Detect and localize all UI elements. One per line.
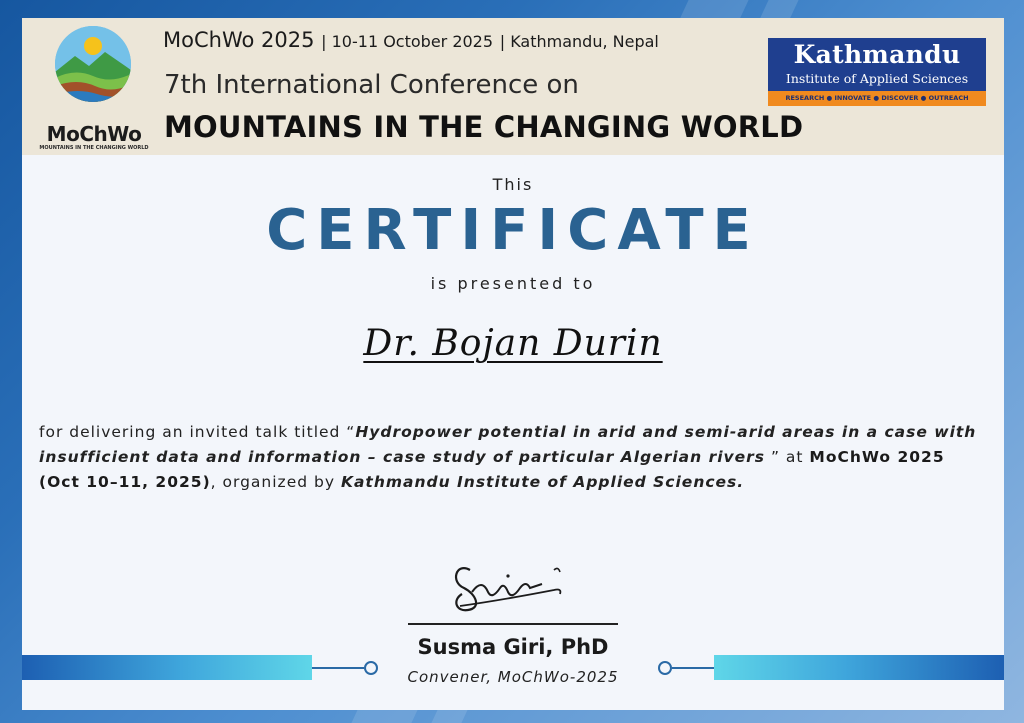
logo-wordmark: MoChWo [46,122,142,146]
desc-mid: ” at [765,448,810,466]
connector-line-right [672,667,714,669]
talk-title: Hydropower potential in arid and semi-arid areas in a case with insufficient data and information – case study of particular Algerian rivers [39,423,977,466]
signature-line [408,623,618,625]
signature-image [442,548,582,618]
institute-name: Kathmandu [793,40,961,69]
desc-prefix: for delivering an invited talk titled “ [39,423,356,441]
mountain-logo-icon [55,26,131,102]
institute-tagline: RESEARCH ● INNOVATE ● DISCOVER ● OUTREACH [768,91,986,106]
certificate-card [22,18,1004,710]
certificate-intro: This [492,175,534,194]
certificate-header [22,18,1004,155]
connector-dot-right [658,661,672,675]
certificate-description [39,420,989,495]
institute-logo [768,38,986,106]
certificate-title: CERTIFICATE [266,198,760,263]
conference-info-line: MoChWo 2025 | 10-11 October 2025 | Kathmandu, Nepal [163,28,659,52]
desc-organized: , organized by [210,473,341,491]
logo-subtext: MOUNTAINS IN THE CHANGING WORLD [39,145,149,151]
decorative-bar-left [22,655,312,680]
connector-dot-left [364,661,378,675]
presented-to-text: is presented to [430,274,596,293]
connector-line-left [312,667,364,669]
conference-edition: 7th International Conference on [164,70,579,100]
event-name: MoChWo 2025 (Oct 10–11, 2025) [39,448,945,491]
conference-location: Kathmandu, Nepal [510,32,659,51]
recipient-name: Dr. Bojan Durin [363,323,663,364]
conference-title: MOUNTAINS IN THE CHANGING WORLD [164,110,804,144]
decorative-bar-right [714,655,1004,680]
institute-subtitle: Institute of Applied Sciences [785,71,969,86]
organizer-name: Kathmandu Institute of Applied Sciences. [340,473,745,491]
mochwo-logo [38,24,150,152]
signer-name: Susma Giri, PhD [417,635,609,659]
signer-role: Convener, MoChWo-2025 [407,668,619,686]
conference-short-name: MoChWo 2025 [163,28,315,52]
conference-date: 10-11 October 2025 [331,32,494,51]
